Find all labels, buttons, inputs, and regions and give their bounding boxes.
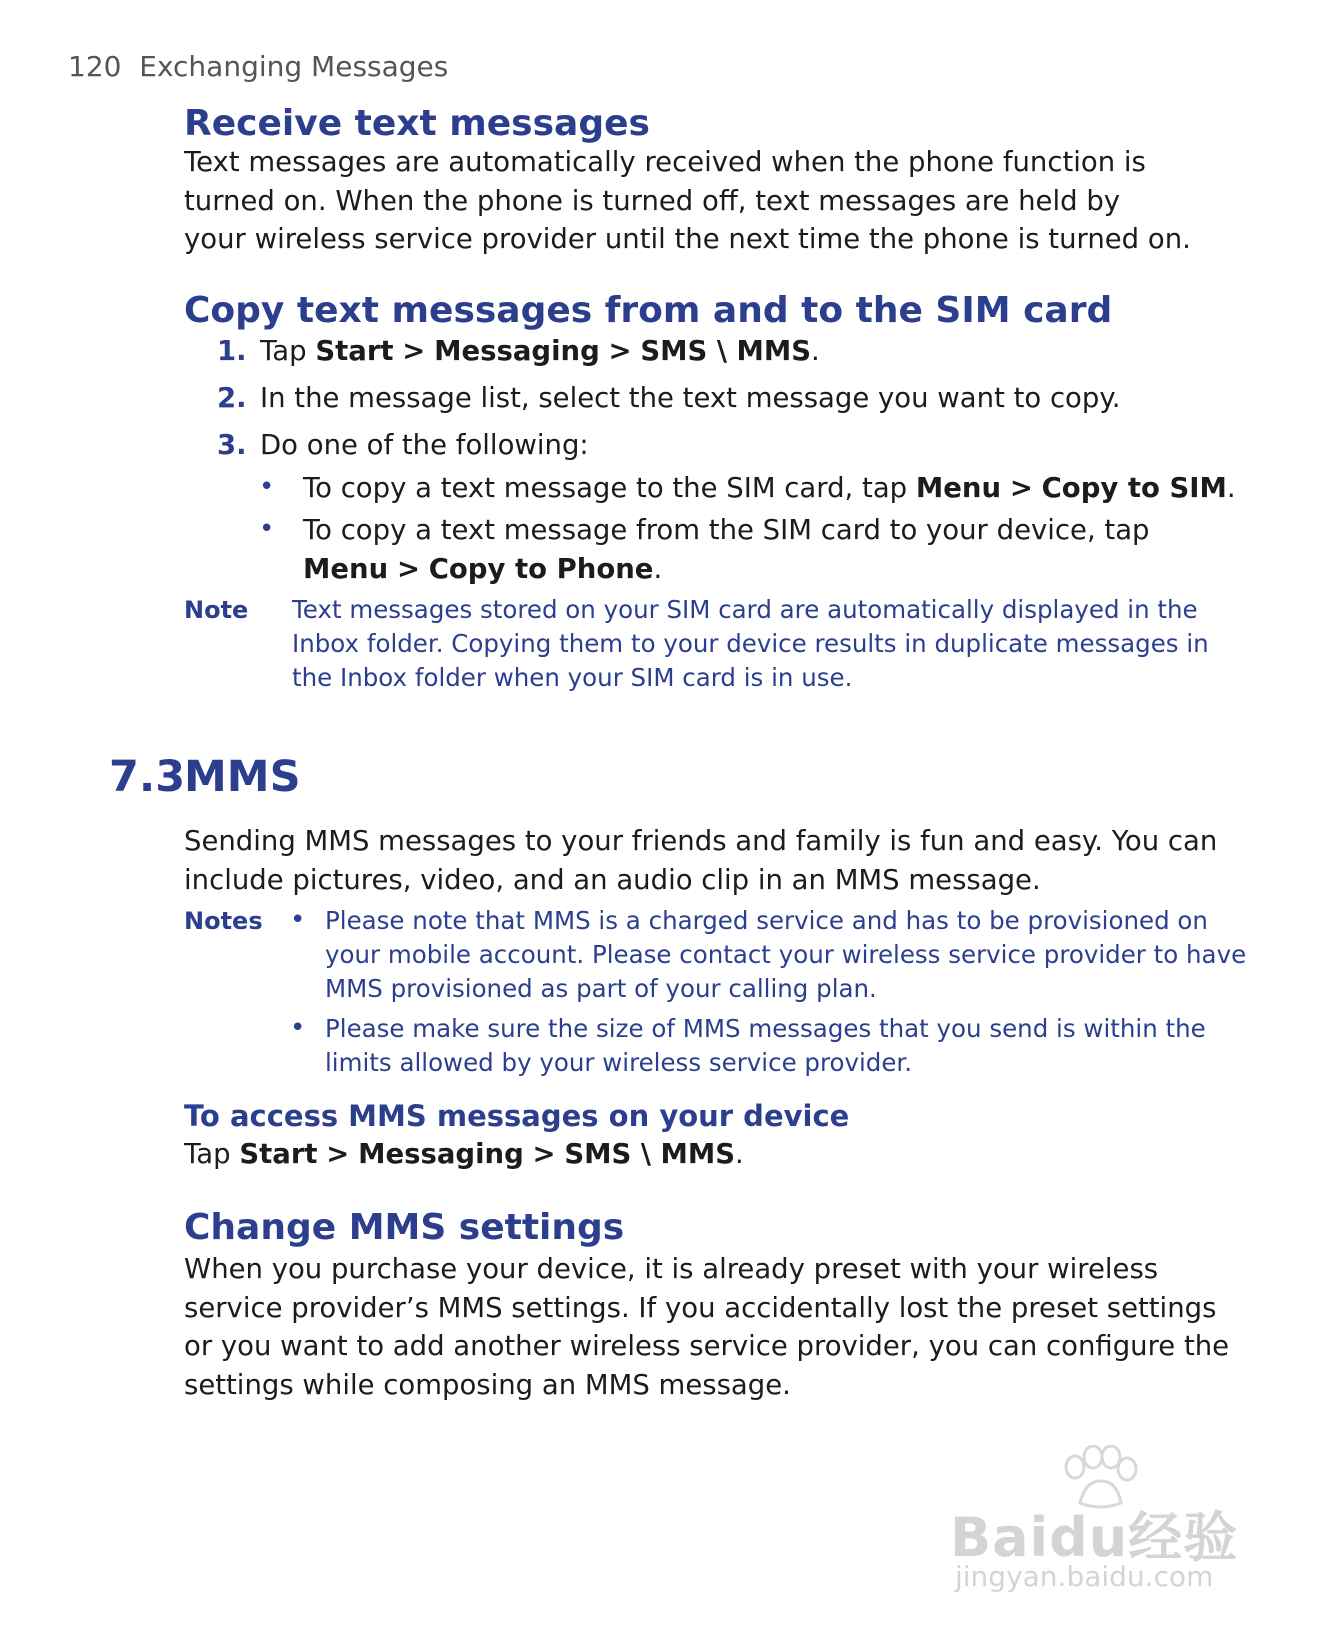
copy-heading: Copy text messages from and to the SIM card bbox=[184, 290, 1113, 331]
access-sep1: > bbox=[326, 1138, 350, 1170]
watermark-logo: Baidu经验 bbox=[950, 1506, 1239, 1569]
notes-line: limits allowed by your wireless service provider. bbox=[325, 1048, 913, 1077]
step-2-number: 2. bbox=[217, 382, 247, 414]
change-line: When you purchase your device, it is already preset with your wireless bbox=[184, 1253, 1159, 1285]
change-line: settings while composing an MMS message. bbox=[184, 1368, 791, 1401]
bullet-1-lead: To copy a text message to the SIM card, tap bbox=[303, 472, 908, 504]
bullet-1-sep: > bbox=[1009, 472, 1033, 504]
mms-section-number: 7.3 bbox=[109, 752, 186, 802]
step-1-text bbox=[260, 332, 820, 371]
notes-bullet-2: • bbox=[290, 1013, 306, 1043]
notes-label: Notes bbox=[184, 907, 263, 935]
change-heading: Change MMS settings bbox=[184, 1207, 625, 1248]
access-heading: To access MMS messages on your device bbox=[184, 1099, 850, 1133]
note-line: Text messages stored on your SIM card are automatically displayed in the bbox=[292, 595, 1198, 624]
mms-intro-line: include pictures, video, and an audio clip in an MMS message. bbox=[184, 863, 1041, 896]
step-1-sep2: > bbox=[608, 335, 632, 367]
step-3-number: 3. bbox=[217, 429, 247, 461]
note-line: the Inbox folder when your SIM card is in use. bbox=[292, 663, 853, 692]
step-1-messaging: Messaging bbox=[434, 335, 600, 367]
bullet-2-menu: Menu bbox=[303, 552, 389, 585]
page-number: 120 bbox=[68, 50, 122, 83]
bullet-2-text bbox=[303, 511, 1150, 588]
step-2-text: In the message list, select the text message you want to copy. bbox=[260, 382, 1121, 414]
change-line: service provider’s MMS settings. If you accidentally lost the preset settings bbox=[184, 1291, 1217, 1324]
step-1-end: . bbox=[811, 335, 820, 367]
note-text bbox=[292, 593, 1209, 695]
access-instructions bbox=[184, 1135, 744, 1174]
notes-line: Please note that MMS is a charged service and has to be provisioned on bbox=[325, 906, 1208, 935]
bullet-2-end: . bbox=[653, 552, 663, 585]
access-end: . bbox=[735, 1138, 744, 1170]
bullet-2-mark: • bbox=[259, 514, 275, 544]
bullet-1-end: . bbox=[1226, 472, 1236, 504]
mms-intro-line: Sending MMS messages to your friends and family is fun and easy. You can bbox=[184, 825, 1218, 857]
change-line: or you want to add another wireless service provider, you can configure the bbox=[184, 1330, 1230, 1362]
notes-bullet-1: • bbox=[290, 905, 306, 935]
bullet-2-line1: To copy a text message from the SIM card to your device, tap bbox=[303, 514, 1150, 546]
step-1-tap: Tap bbox=[260, 335, 307, 367]
change-paragraph bbox=[184, 1250, 1229, 1404]
step-3-text: Do one of the following: bbox=[260, 429, 589, 461]
access-sep2: > bbox=[532, 1138, 556, 1170]
bullet-1-text bbox=[303, 469, 1236, 508]
notes-item-1 bbox=[325, 904, 1246, 1006]
receive-line: your wireless service provider until the next time the phone is turned on. bbox=[184, 223, 1191, 255]
notes-line: your mobile account. Please contact your wireless service provider to have bbox=[325, 940, 1247, 969]
mms-intro bbox=[184, 822, 1217, 899]
step-1-sms-mms: SMS \ MMS bbox=[640, 335, 812, 367]
receive-heading: Receive text messages bbox=[184, 103, 650, 144]
notes-line: MMS provisioned as part of your calling plan. bbox=[325, 974, 877, 1003]
receive-paragraph bbox=[184, 143, 1191, 259]
bullet-2-line2 bbox=[303, 550, 1150, 589]
bullet-1-menu: Menu bbox=[915, 472, 1002, 504]
chapter-title: Exchanging Messages bbox=[139, 50, 449, 83]
note-label: Note bbox=[184, 596, 249, 624]
access-start: Start bbox=[239, 1138, 318, 1170]
step-1-number: 1. bbox=[217, 335, 247, 367]
receive-line: Text messages are automatically received when the phone function is bbox=[184, 146, 1146, 178]
page-header bbox=[68, 50, 448, 83]
bullet-2-action: Copy to Phone bbox=[428, 552, 654, 585]
receive-line: turned on. When the phone is turned off, text messages are held by bbox=[184, 184, 1121, 217]
step-1-start: Start bbox=[315, 335, 394, 367]
access-tap: Tap bbox=[184, 1138, 231, 1170]
mms-section-title: MMS bbox=[184, 752, 301, 802]
note-line: Inbox folder. Copying them to your device results in duplicate messages in bbox=[292, 629, 1209, 658]
bullet-1-mark: • bbox=[259, 472, 275, 502]
step-1-sep1: > bbox=[402, 335, 426, 367]
watermark-url: jingyan.baidu.com bbox=[955, 1560, 1214, 1593]
access-messaging: Messaging bbox=[358, 1138, 524, 1170]
bullet-1-action: Copy to SIM bbox=[1041, 472, 1227, 504]
notes-line: Please make sure the size of MMS messages that you send is within the bbox=[325, 1014, 1206, 1043]
notes-item-2 bbox=[325, 1012, 1206, 1080]
access-sms-mms: SMS \ MMS bbox=[564, 1138, 736, 1170]
bullet-2-sep: > bbox=[396, 552, 420, 585]
